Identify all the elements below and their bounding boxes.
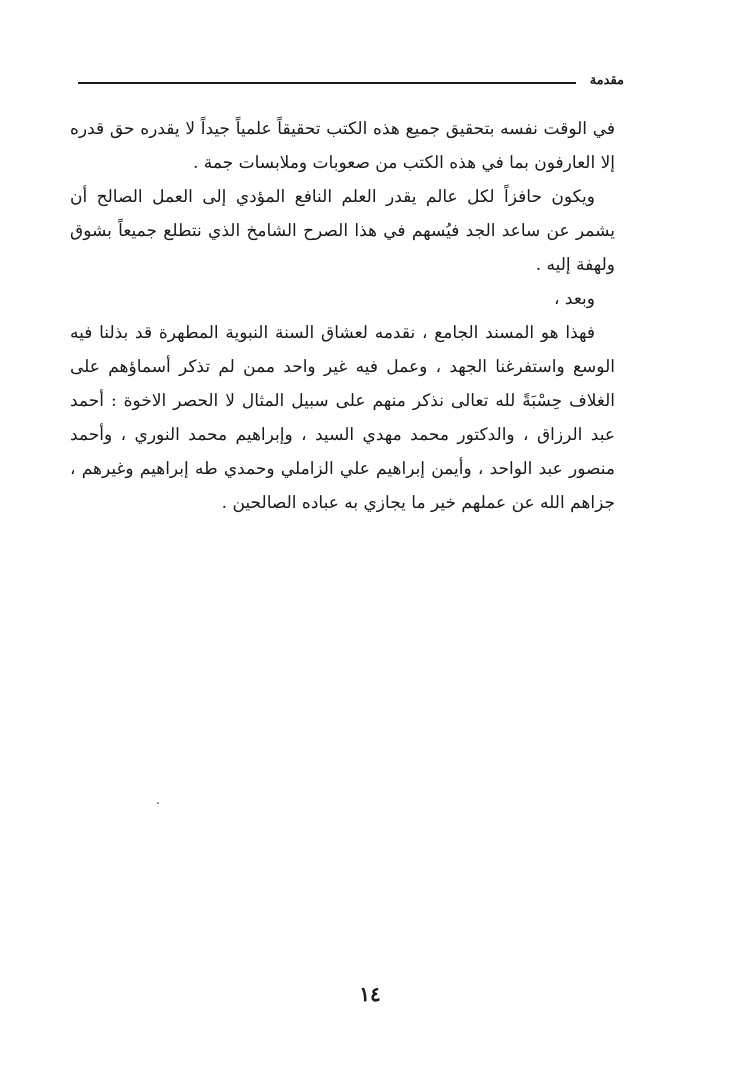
paragraph-4: فهذا هو المسند الجامع ، نقدمه لعشاق السنة النبوية المطهرة قد بذلنا فيه الوسع واستفرغنا الجهد ، وعمل فيه غير واحد ممن لم تذكر أسماؤهم على الغلاف حِسْبَةً لله تعالى نذكر منهم على سبيل المثال لا الحصر الاخوة : أحمد عبد الرزاق ، والدكتور محمد مهدي السيد ، وإبراهيم محمد النوري ، وأحمد منصور عبد الواحد ، وأيمن إبراهيم علي الزاملي وحمدي طه إبراهيم وغيرهم ، جزاهم الله عن عملهم خير ما يجازي به عباده الصالحين . bbox=[70, 323, 615, 513]
running-head-title: مقدمة bbox=[589, 73, 624, 88]
paragraph-3: وبعد ، bbox=[554, 289, 595, 309]
body-text bbox=[70, 112, 615, 520]
paragraph-2: ويكون حافزاً لكل عالم يقدر العلم النافع المؤدي إلى العمل الصالح أن يشمر عن ساعد الجد فيُسهم في هذا الصرح الشامخ الذي نتطلع جميعاً بشوق ولهفة إليه . bbox=[70, 187, 615, 275]
paragraph-1: في الوقت نفسه بتحقيق جميع هذه الكتب تحقيقاً علمياً جيداً لا يقدره حق قدره إلا العارفون بما في هذه الكتب من صعوبات وملابسات جمة . bbox=[70, 119, 615, 173]
running-head bbox=[78, 72, 624, 96]
scan-speck bbox=[157, 802, 159, 804]
page-number: ١٤ bbox=[359, 982, 381, 1006]
header-rule bbox=[78, 82, 576, 84]
